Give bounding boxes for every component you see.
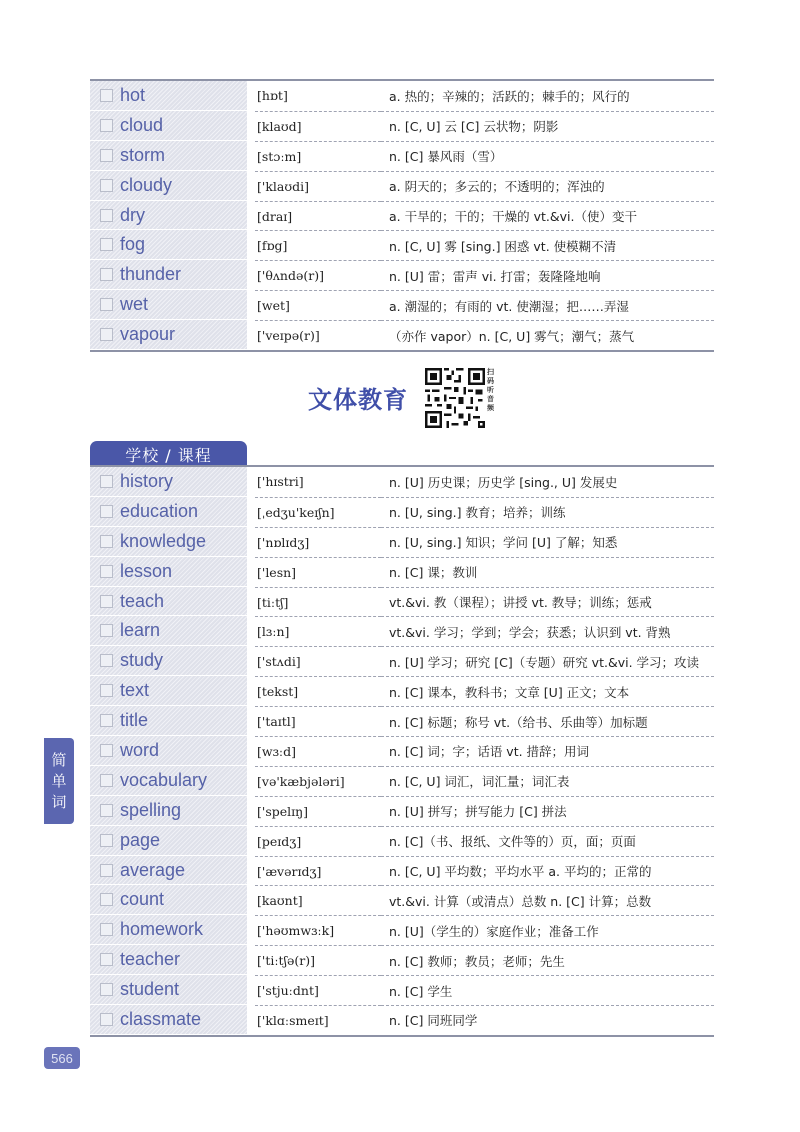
phonetic: ['klɑːsmeɪt] (255, 1005, 381, 1035)
vocab-table-weather (90, 79, 714, 352)
phonetic: [hɒt] (257, 88, 288, 104)
definition: a. 潮湿的；有雨的 vt. 使潮湿；把……弄湿 (381, 290, 714, 320)
phonetic: ['stʌdi] (255, 646, 381, 676)
definition: n. [C, U] 雾 [sing.] 困惑 vt. 使模糊不清 (381, 230, 714, 260)
vocab-row (90, 141, 714, 171)
definition: vt.&vi. 计算（或清点）总数 n. [C] 计算；总数 (381, 885, 714, 915)
vocab-word: knowledge (120, 530, 207, 551)
category-tab-school: 学校 / 课程 (90, 441, 247, 467)
definition: n. [C, U] 云 [C] 云状物；阴影 (381, 111, 714, 141)
definition: n. [C] 课；教训 (381, 557, 714, 587)
vocab-row (90, 201, 714, 231)
phonetic: ['θʌndə(r)] (255, 260, 381, 290)
phonetic: [və'kæbjələri] (255, 766, 381, 796)
vocab-word: fog (120, 234, 146, 255)
word-cell (90, 975, 247, 1005)
word-cell (90, 587, 247, 617)
definition: n. [C] 词；字；话语 vt. 措辞；用词 (381, 736, 714, 766)
word-cell (90, 676, 247, 706)
word-cell (90, 111, 247, 141)
vocab-row (90, 111, 714, 141)
definition: n. [C] 同班同学 (381, 1005, 714, 1035)
vocab-word: page (120, 829, 161, 850)
vocab-word: vocabulary (120, 769, 208, 790)
phonetic: [stɔːm] (255, 141, 381, 171)
word-cell (90, 706, 247, 736)
checkbox[interactable] (100, 1013, 113, 1026)
vocab-word: homework (120, 919, 204, 940)
phonetic: ['klaʊdi] (255, 171, 381, 201)
side-tab (44, 738, 74, 824)
vocab-row (90, 557, 714, 587)
vocab-word: wet (120, 294, 149, 315)
checkbox[interactable] (100, 89, 113, 102)
vocab-row (90, 467, 714, 497)
definition: n. [U, sing.] 教育；培养；训练 (381, 497, 714, 527)
checkbox[interactable] (100, 149, 113, 162)
vocab-word: education (120, 500, 199, 521)
definition: n. [C] 标题；称号 vt.（给书、乐曲等）加标题 (381, 706, 714, 736)
definition: n. [U] 学习；研究 [C]（专题）研究 vt.&vi. 学习；攻读 (381, 646, 714, 676)
phonetic: ['taɪtl] (255, 706, 381, 736)
word-cell (90, 171, 247, 201)
checkbox[interactable] (100, 923, 113, 936)
definition: n. [C] 学生 (381, 975, 714, 1005)
word-cell (90, 141, 247, 171)
vocab-word: hot (120, 84, 146, 105)
phonetic: ['stjuːdnt] (255, 975, 381, 1005)
side-tab-char: 简 (51, 750, 67, 769)
phonetic: ['spelɪŋ] (255, 796, 381, 826)
vocab-word: learn (120, 620, 161, 641)
checkbox[interactable] (100, 298, 113, 311)
vocab-row (90, 885, 714, 915)
definition: a. 阴天的；多云的；不透明的；浑浊的 (381, 171, 714, 201)
word-cell (90, 527, 247, 557)
vocab-word: history (120, 470, 174, 491)
phonetic: [draɪ] (255, 201, 381, 231)
word-cell (90, 766, 247, 796)
checkbox[interactable] (100, 714, 113, 727)
page-number: 566 (44, 1047, 80, 1069)
phonetic: ['lesn] (255, 557, 381, 587)
word-cell (90, 856, 247, 886)
phonetic: ['hɪstri] (257, 474, 304, 490)
vocab-word: vapour (120, 324, 176, 345)
word-cell (90, 320, 247, 350)
vocab-word: title (120, 710, 149, 731)
word-cell (90, 497, 247, 527)
word-cell (90, 826, 247, 856)
vocab-row (90, 915, 714, 945)
definition: n. [C] 教师；教员；老师；先生 (381, 945, 714, 975)
checkbox[interactable] (100, 595, 113, 608)
checkbox[interactable] (100, 535, 113, 548)
word-cell (90, 230, 247, 260)
word-cell (90, 736, 247, 766)
checkbox[interactable] (100, 864, 113, 877)
side-tab-char: 词 (51, 792, 67, 811)
word-cell (90, 1005, 247, 1035)
phonetic: [lɜːn] (255, 616, 381, 646)
checkbox[interactable] (100, 834, 113, 847)
word-cell (90, 616, 247, 646)
definition: n. [C, U] 平均数；平均水平 a. 平均的；正常的 (381, 856, 714, 886)
phonetic: [wet] (255, 290, 381, 320)
phonetic: [ˌedʒu'keɪʃn] (255, 497, 381, 527)
checkbox[interactable] (100, 624, 113, 637)
definition: vt.&vi. 学习；学到；学会；获悉；认识到 vt. 背熟 (381, 616, 714, 646)
vocab-row (90, 290, 714, 320)
definition: n. [U] 历史课；历史学 [sing., U] 发展史 (389, 474, 618, 490)
word-cell (90, 945, 247, 975)
vocab-row (90, 171, 714, 201)
checkbox[interactable] (100, 238, 113, 251)
vocab-row (90, 676, 714, 706)
vocab-word: study (120, 650, 164, 671)
phonetic: ['veɪpə(r)] (255, 320, 381, 350)
word-cell (90, 260, 247, 290)
definition: n. [C] 暴风雨（雪） (381, 141, 714, 171)
vocab-row (90, 706, 714, 736)
definition: a. 热的；辛辣的；活跃的；棘手的；风行的 (389, 88, 630, 104)
vocab-row (90, 975, 714, 1005)
checkbox[interactable] (100, 119, 113, 132)
checkbox[interactable] (100, 953, 113, 966)
word-cell (90, 201, 247, 231)
phonetic: [klaʊd] (255, 111, 381, 141)
checkbox[interactable] (100, 475, 113, 488)
word-cell (90, 81, 247, 111)
phonetic: [tekst] (255, 676, 381, 706)
checkbox[interactable] (100, 893, 113, 906)
vocab-row (90, 826, 714, 856)
phonetic: ['nɒlɪdʒ] (255, 527, 381, 557)
qr-code-icon[interactable] (425, 368, 485, 428)
phonetic: [peɪdʒ] (255, 826, 381, 856)
vocab-word: teach (120, 590, 165, 611)
vocab-word: storm (120, 144, 165, 165)
phonetic: [tiːtʃ] (255, 587, 381, 617)
word-cell (90, 557, 247, 587)
vocab-row (90, 320, 714, 350)
vocab-word: thunder (120, 264, 182, 285)
vocab-row (90, 1005, 714, 1035)
phonetic: ['ævərɪdʒ] (255, 856, 381, 886)
word-cell (90, 796, 247, 826)
definition: a. 干旱的；干的；干燥的 vt.&vi.（使）变干 (381, 201, 714, 231)
definition: n. [U, sing.] 知识；学问 [U] 了解；知悉 (381, 527, 714, 557)
checkbox[interactable] (100, 565, 113, 578)
checkbox[interactable] (100, 268, 113, 281)
checkbox[interactable] (100, 209, 113, 222)
checkbox[interactable] (100, 505, 113, 518)
vocab-word: teacher (120, 949, 181, 970)
vocab-row (90, 646, 714, 676)
vocab-word: dry (120, 204, 146, 225)
vocab-word: count (120, 889, 165, 910)
definition: n. [U]（学生的）家庭作业；准备工作 (381, 915, 714, 945)
vocab-word: cloudy (120, 174, 173, 195)
phonetic: [wɜːd] (255, 736, 381, 766)
definition: n. [C, U] 词汇，词汇量；词汇表 (381, 766, 714, 796)
vocab-row (90, 587, 714, 617)
vocab-row (90, 796, 714, 826)
vocab-word: spelling (120, 799, 182, 820)
vocab-row (90, 736, 714, 766)
checkbox[interactable] (100, 654, 113, 667)
vocab-word: average (120, 859, 186, 880)
phonetic: ['tiːtʃə(r)] (255, 945, 381, 975)
checkbox[interactable] (100, 983, 113, 996)
section-title: 文体教育 (308, 386, 408, 414)
checkbox[interactable] (100, 774, 113, 787)
word-cell (90, 885, 247, 915)
word-cell (90, 467, 247, 497)
checkbox[interactable] (100, 684, 113, 697)
phonetic: ['həʊmwɜːk] (255, 915, 381, 945)
vocab-table-school (90, 465, 714, 1037)
vocab-row (90, 527, 714, 557)
definition: n. [C] 课本，教科书；文章 [U] 正文；文本 (381, 676, 714, 706)
word-cell (90, 646, 247, 676)
definition: vt.&vi. 教（课程）；讲授 vt. 教导；训练；惩戒 (381, 587, 714, 617)
vocab-row (90, 230, 714, 260)
checkbox[interactable] (100, 179, 113, 192)
vocab-word: text (120, 680, 150, 701)
phonetic: [fɒg] (255, 230, 381, 260)
vocab-word: lesson (120, 560, 173, 581)
checkbox[interactable] (100, 804, 113, 817)
vocab-word: cloud (120, 114, 164, 135)
vocab-row (90, 260, 714, 290)
definition: （亦作 vapor）n. [C, U] 雾气；潮气；蒸气 (381, 320, 714, 350)
definition: n. [U] 拼写；拼写能力 [C] 拼法 (381, 796, 714, 826)
vocab-row (90, 497, 714, 527)
definition: n. [U] 雷；雷声 vi. 打雷；轰隆隆地响 (381, 260, 714, 290)
word-cell (90, 915, 247, 945)
definition: n. [C]（书、报纸、文件等的）页，面；页面 (381, 826, 714, 856)
vocab-row (90, 945, 714, 975)
word-cell (90, 290, 247, 320)
qr-caption: 扫码听音频 (487, 368, 494, 412)
checkbox[interactable] (100, 328, 113, 341)
phonetic: [kaʊnt] (255, 885, 381, 915)
vocab-word: student (120, 979, 180, 1000)
checkbox[interactable] (100, 744, 113, 757)
vocab-row (90, 766, 714, 796)
side-tab-char: 单 (51, 771, 67, 790)
vocab-row (90, 616, 714, 646)
vocab-word: word (120, 739, 160, 760)
vocab-row (90, 856, 714, 886)
vocab-word: classmate (120, 1008, 202, 1029)
vocab-row (90, 81, 714, 111)
